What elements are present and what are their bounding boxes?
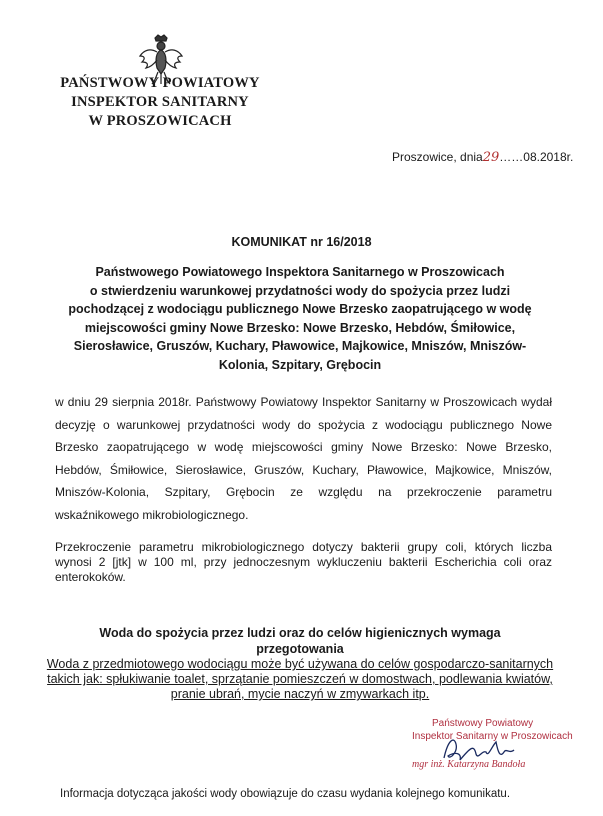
communique-subject [46, 263, 554, 374]
permitted-uses-line: takich jak: spłukiwanie toalet, sprzątanie pomieszczeń w domostwach, podlewania kwiatów, [47, 672, 553, 686]
stamp-line2: Inspektor Sanitarny w Proszowicach [412, 730, 573, 742]
subject-line: Sierosławice, Gruszów, Kuchary, Pławowice, Majkowice, Mniszów, Mniszów- [73, 339, 527, 353]
stamp-line3: mgr inż. Katarzyna Bandoła [412, 759, 526, 770]
authority-name-line1: PAŃSTWOWY POWIATOWY [60, 75, 260, 91]
subject-line: Państwowego Powiatowego Inspektora Sanitarnego w Proszowicach [95, 265, 505, 279]
date-day-handwritten: 29 [482, 150, 500, 165]
subject-line: pochodzącej z wodociągu publicznego Nowe Brzesko zaopatrującego w wodę [68, 302, 532, 316]
communique-title: KOMUNIKAT nr 16/2018 [231, 235, 372, 249]
subject-line: Kolonia, Szpitary, Grębocin [218, 357, 382, 372]
handwritten-signature [440, 730, 520, 770]
document-date [392, 150, 573, 165]
subject-line: miejscowości gminy Nowe Brzesko: Nowe Brzesko, Hebdów, Śmiłowice, [84, 320, 516, 335]
permitted-uses-text [40, 657, 560, 702]
date-suffix: 08.2018r. [523, 150, 574, 164]
permitted-uses-line: Woda z przedmiotowego wodociągu może być używana do celów gospodarczo-sanitarnych [46, 657, 554, 671]
body-paragraph-decision: w dniu 29 sierpnia 2018r. Państwowy Powiatowy Inspektor Sanitarny w Proszowicach wydał decyzję o warunkowej przydatności wody do spożycia z wodociągu publicznego Nowe Brzesko zaopatrującego w wodę miejscowości gminy Nowe Brzesko: Nowe Brzesko, Hebdów, Śmiłowice, Sierosławice, Gruszów, Kuchary, Pławowice, Majkowice, Mniszów, Mniszów-Kolonia, Szpitary, Grębocin ze względu na przekroczenie parametru wskaźnikowego mikrobiologicznego. [55, 395, 552, 522]
subject-line: o stwierdzeniu warunkowej przydatności wody do spożycia przez ludzi [89, 283, 511, 298]
authority-name-line2: INSPEKTOR SANITARNY [71, 94, 249, 110]
boil-water-heading-line1: Woda do spożycia przez ludzi oraz do celów higienicznych wymaga [99, 626, 501, 640]
boil-water-heading-line2: przegotowania [256, 642, 344, 656]
stamp-line1: Państwowy Powiatowy [432, 718, 534, 729]
permitted-uses-line: pranie ubrań, mycie naczyń w zmywarkach itp. [170, 687, 430, 701]
validity-note: Informacja dotycząca jakości wody obowiązuje do czasu wydania kolejnego komunikatu. [60, 788, 511, 800]
body-paragraph-exceedance: Przekroczenie parametru mikrobiologicznego dotyczy bakterii grupy coli, których liczba wynosi 2 [jtk] w 100 ml, przy jednoczesnym wykluczeniu bakterii Escherichia coli oraz enterokoków. [55, 540, 552, 584]
date-dots: …… [499, 150, 524, 164]
boil-water-heading [40, 625, 560, 657]
authority-name-line3: W PROSZOWICACH [88, 113, 232, 129]
date-prefix: Proszowice, dnia [392, 150, 483, 164]
